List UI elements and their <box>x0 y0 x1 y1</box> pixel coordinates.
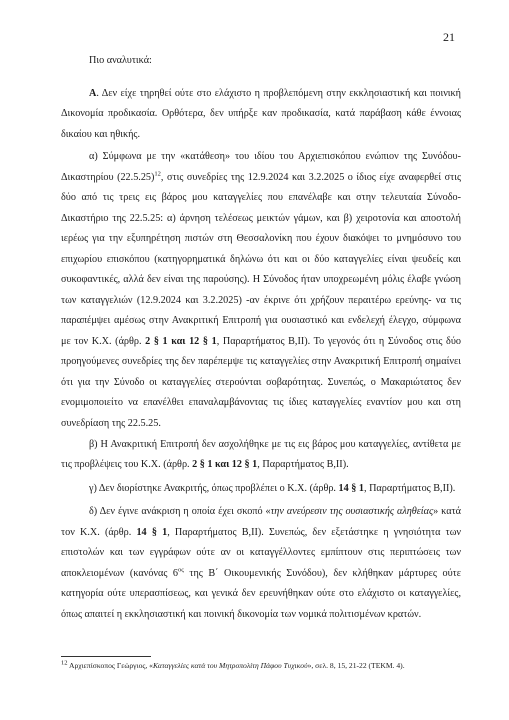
paragraph-a <box>61 147 461 434</box>
paragraph-d-quote: την ανεύρεσιν της ουσιαστικής αληθείας <box>270 506 434 517</box>
paragraph-d-text-1: δ) Δεν έγινε ανάκριση η οποία έχει σκοπό « <box>89 506 271 517</box>
paragraph-a-text-3: , Παραρτήματος Β,ΙΙ). Το γεγονός ότι η Σύνοδος στις δύο προηγούμενες συνεδρίες της δεν παρέπεμψε τις καταγγελίες στην Ανακριτική Επιτροπή σημαίνει ότι για την Σύνοδο οι καταγγελίες στερούνται σοβαρότητας. Συνεπώς, ο Μακαριώτατος δεν ενομιμοποιείτο να επανέλθει επαναλαμβάνοντας τις ίδιες καταγγελίες εναντίον μου και στη συνεδρίαση της 22.5.25. <box>61 335 461 429</box>
paragraph-c-text-2: , Παραρτήματος Β,ΙΙ). <box>363 482 456 494</box>
footnote-text-2: », σελ. 8, 15, 21-22 (ΤΕΚΜ. 4). <box>307 661 405 670</box>
paragraph-c <box>61 479 461 500</box>
page-number: 21 <box>443 30 455 44</box>
paragraph-c-text-1: γ) Δεν διορίστηκε Ανακριτής, όπως προβλέπει ο Κ.Χ. (άρθρ. <box>89 482 339 494</box>
footnote <box>61 660 461 671</box>
paragraph-d-text-4: της Β΄ Οικουμενικής Συνόδου), δεν κλήθηκαν μάρτυρες ούτε κατηγορία ούτε υπερασπίσεως, και γενικά δεν ερευνήθηκαν ούτε στο ελάχιστο οι καταγγελίες, όπως απαιτεί η εκκλησιαστική και ποινική δικονομία των νομικά πολιτισμένων κρατών. <box>61 567 461 620</box>
paragraph-b <box>61 435 461 476</box>
paragraph-A-label: Α <box>89 87 97 99</box>
footnote-reference[interactable]: 12 <box>154 170 161 178</box>
paragraph-A-text: . Δεν είχε τηρηθεί ούτε στο ελάχιστο η προβλεπόμενη στην εκκλησιαστική και ποινική Δικονομία προδικασία. Ορθότερα, δεν υπήρξε καν προδικασία, κατά παράβαση κάθε έννοιας δικαίου και ηθικής. <box>61 87 461 140</box>
paragraph-b-text-2: , Παραρτήματος Β,ΙΙ). <box>257 459 349 470</box>
paragraph-d-article-ref: 14 § 1 <box>136 526 168 538</box>
paragraph-A <box>61 84 461 146</box>
intro-line <box>61 51 461 72</box>
ordinal-superscript: ος <box>178 566 184 574</box>
intro-text: Πιο αναλυτικά: <box>89 55 152 66</box>
paragraph-a-text-1: α) Σύμφωνα με την «κατάθεση» του ιδίου του Αρχιεπισκόπου ενώπιον της Συνόδου-Δικαστηρίου (22.5.25) <box>61 151 461 183</box>
paragraph-b-text-1: β) Η Ανακριτική Επιτροπή δεν ασχολήθηκε με τις εις βάρος μου καταγγελίες, αντίθετα με τις προβλέψεις του Κ.Χ. (άρθρ. <box>61 438 461 470</box>
paragraph-d-text-3: , Παραρτήματος Β,ΙΙ). Συνεπώς, δεν εξετάστηκε η γνησιότητα των επιστολών και των εγγράφων ούτε αν οι καταγγέλλοντες εμπίπτουν στις περιπτώσεις των αποκλειομένων (κανόνας 6 <box>61 526 462 579</box>
footnote-text-1: Αρχιεπίσκοπος Γεώργιος, « <box>67 661 153 670</box>
footnote-divider <box>61 656 151 657</box>
body-text <box>61 51 461 626</box>
paragraph-c-article-ref: 14 § 1 <box>338 482 364 494</box>
paragraph-a-article-ref: 2 § 1 και 12 § 1 <box>145 335 217 347</box>
footnote-number: 12 <box>61 659 68 667</box>
paragraph-d-text-2: » κατά τον Κ.Χ. (άρθρ. <box>61 506 461 538</box>
paragraph-a-text-2: , στις συνεδρίες της 12.9.2024 και 3.2.2025 ο ίδιος είχε αναφερθεί στις δύο από τις τρεις εις βάρος μου καταγγελίες που επανέλαβε και στην τελευταία Σύνοδο-Δικαστήριο της 22.5.25: α) άρνηση τελέσεως μεικτών γάμων, και β) χειροτονία και αποστολή ιερέως για την εξυπηρέτηση πιστών στη Θεσσαλονίκη που έχουν διακόψει το μνημόσυνο του επιχωρίου επισκόπου (κατηγορηματικά δηλώνω ότι και οι δύο καταγγελίες είναι ψευδείς και συκοφαντικές, αλλά δεν είναι της παρούσης). Η Σύνοδος ήταν υποχρεωμένη μόλις έλαβε γνώση των καταγγελιών (12.9.2024 και 3.2.2025) -αν έκρινε ότι χρήζουν περαιτέρω ερεύνης- να τις παραπέμψει αμέσως στην Ανακριτική Επιτροπή για ουσιαστικό και ενδελεχή έλεγχο, σύμφωνα με τον Κ.Χ. (άρθρ. <box>61 171 461 347</box>
footnote-title: Καταγγελίες κατά του Μητροπολίτη Πάφου Τυχικού <box>152 661 308 670</box>
paragraph-b-article-ref: 2 § 1 και 12 § 1 <box>192 459 258 470</box>
paragraph-d <box>61 502 461 625</box>
